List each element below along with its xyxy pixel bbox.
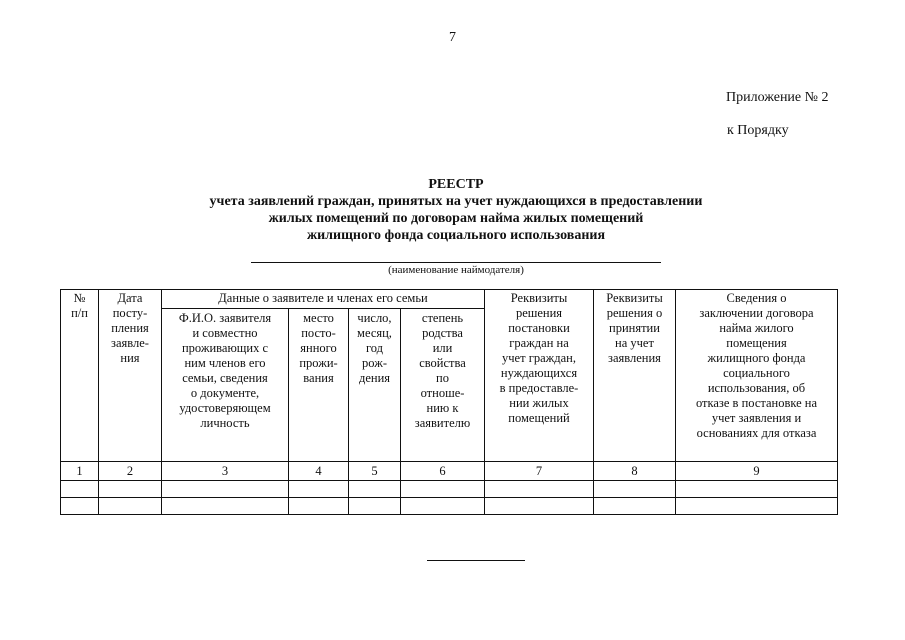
table-cell [349, 481, 401, 498]
appendix-reference: к Порядку [727, 123, 789, 138]
header-text-line: личность [200, 416, 250, 430]
header-text-line: граждан на [509, 336, 569, 350]
header-text-line: янного [300, 341, 337, 355]
header-text-line: решения [515, 306, 563, 320]
header-birth-date [349, 309, 401, 462]
header-text-line: Дата [117, 291, 143, 305]
appendix-number: Приложение № 2 [726, 90, 829, 105]
header-text-line: или [432, 341, 453, 355]
column-number: 6 [401, 462, 485, 481]
column-number: 8 [594, 462, 676, 481]
table-cell [99, 498, 162, 515]
header-text-line: № [73, 291, 86, 305]
header-text-line: заявле- [111, 336, 149, 350]
header-applicant-fio [162, 309, 289, 462]
table-cell [401, 481, 485, 498]
subtitle-line: жилых помещений по договорам найма жилых помещений [268, 211, 644, 226]
subtitle-line: жилищного фонда социального использования [306, 228, 606, 243]
subtitle-line: учета заявлений граждан, принятых на учет нуждающихся в предоставлении [209, 194, 703, 209]
header-text-line: заявления [608, 351, 661, 365]
registry-table [60, 289, 838, 515]
header-text-line: использования, об [707, 381, 806, 395]
header-text-line: основаниях для отказа [696, 426, 817, 440]
header-text-line: посту- [112, 306, 148, 320]
header-text-line: дения [358, 371, 391, 385]
header-text-line: родства [422, 326, 463, 340]
header-text-line: нии жилых [509, 396, 569, 410]
table-cell [401, 498, 485, 515]
header-text-line: отказе в постановке на [695, 396, 818, 410]
landlord-name-line [251, 262, 661, 263]
header-text-line: на учет [615, 336, 654, 350]
header-text-line: социального [723, 366, 790, 380]
header-registration-decision [485, 290, 594, 462]
header-text-line: ния [120, 351, 140, 365]
header-text-line: год [365, 341, 384, 355]
column-number: 7 [485, 462, 594, 481]
header-text-line: по [436, 371, 449, 385]
header-text-line: решения о [606, 306, 663, 320]
column-number: 3 [162, 462, 289, 481]
column-number: 4 [289, 462, 349, 481]
header-text-line: в предоставле- [499, 381, 579, 395]
header-text-line: учет граждан, [502, 351, 576, 365]
table-cell [349, 498, 401, 515]
column-number: 1 [61, 462, 99, 481]
header-text-line: заявителю [414, 416, 471, 430]
header-text-line: заключении договора [699, 306, 814, 320]
landlord-caption: (наименование наймодателя) [388, 264, 524, 276]
header-text-line: число, [357, 311, 392, 325]
header-text-line: рож- [362, 356, 387, 370]
header-applicant-data: Данные о заявителе и членах его семьи [162, 290, 485, 309]
header-text-line: место [303, 311, 334, 325]
header-text-line: помещений [508, 411, 570, 425]
header-text-line: вания [303, 371, 334, 385]
table-cell [162, 498, 289, 515]
table-cell [676, 498, 838, 515]
header-text-line: Реквизиты [510, 291, 568, 305]
column-number: 2 [99, 462, 162, 481]
table-cell [162, 481, 289, 498]
table-cell [594, 498, 676, 515]
table-cell [61, 481, 99, 498]
table-cell [485, 498, 594, 515]
header-text-line: месяц, [357, 326, 392, 340]
column-number-row [61, 462, 838, 481]
header-text-line: нию к [426, 401, 459, 415]
header-text-line: степень [421, 311, 464, 325]
header-text-line: и совместно [192, 326, 258, 340]
header-residence [289, 309, 349, 462]
header-acceptance-decision [594, 290, 676, 462]
table-row [61, 481, 838, 498]
header-text-line: постановки [508, 321, 570, 335]
column-number: 5 [349, 462, 401, 481]
header-text-line: помещения [726, 336, 787, 350]
table-row [61, 498, 838, 515]
header-text-line: прожи- [299, 356, 338, 370]
header-text-line: принятии [609, 321, 660, 335]
page-number: 7 [449, 30, 456, 45]
header-text-line: посто- [301, 326, 336, 340]
document-subtitle [0, 193, 905, 244]
header-text-line: жилищного фонда [707, 351, 806, 365]
table-cell [676, 481, 838, 498]
table-cell [594, 481, 676, 498]
header-receipt-date [99, 290, 162, 462]
header-text-line: Реквизиты [606, 291, 663, 305]
table-cell [485, 481, 594, 498]
header-relation [401, 309, 485, 462]
footer-line [427, 560, 525, 561]
header-text-line: п/п [71, 306, 88, 320]
header-text-line: Сведения о [726, 291, 787, 305]
header-text-line: ним членов его [184, 356, 266, 370]
header-text-line: отноше- [420, 386, 465, 400]
header-text-line: свойства [419, 356, 466, 370]
header-text-line: пления [111, 321, 149, 335]
column-number: 9 [676, 462, 838, 481]
header-text-line: удостоверяющем [179, 401, 271, 415]
header-text-line: учет заявления и [711, 411, 802, 425]
header-text-line: Ф.И.О. заявителя [178, 311, 272, 325]
header-text-line: найма жилого [719, 321, 794, 335]
table-cell [289, 481, 349, 498]
header-text-line: нуждающихся [500, 366, 578, 380]
table-cell [289, 498, 349, 515]
header-row-number [61, 290, 99, 462]
document-title: РЕЕСТР [428, 177, 484, 192]
header-contract-info [676, 290, 838, 462]
header-text-line: проживающих с [181, 341, 269, 355]
table-cell [99, 481, 162, 498]
header-text-line: о документе, [190, 386, 260, 400]
header-text-line: семьи, сведения [182, 371, 268, 385]
table-cell [61, 498, 99, 515]
